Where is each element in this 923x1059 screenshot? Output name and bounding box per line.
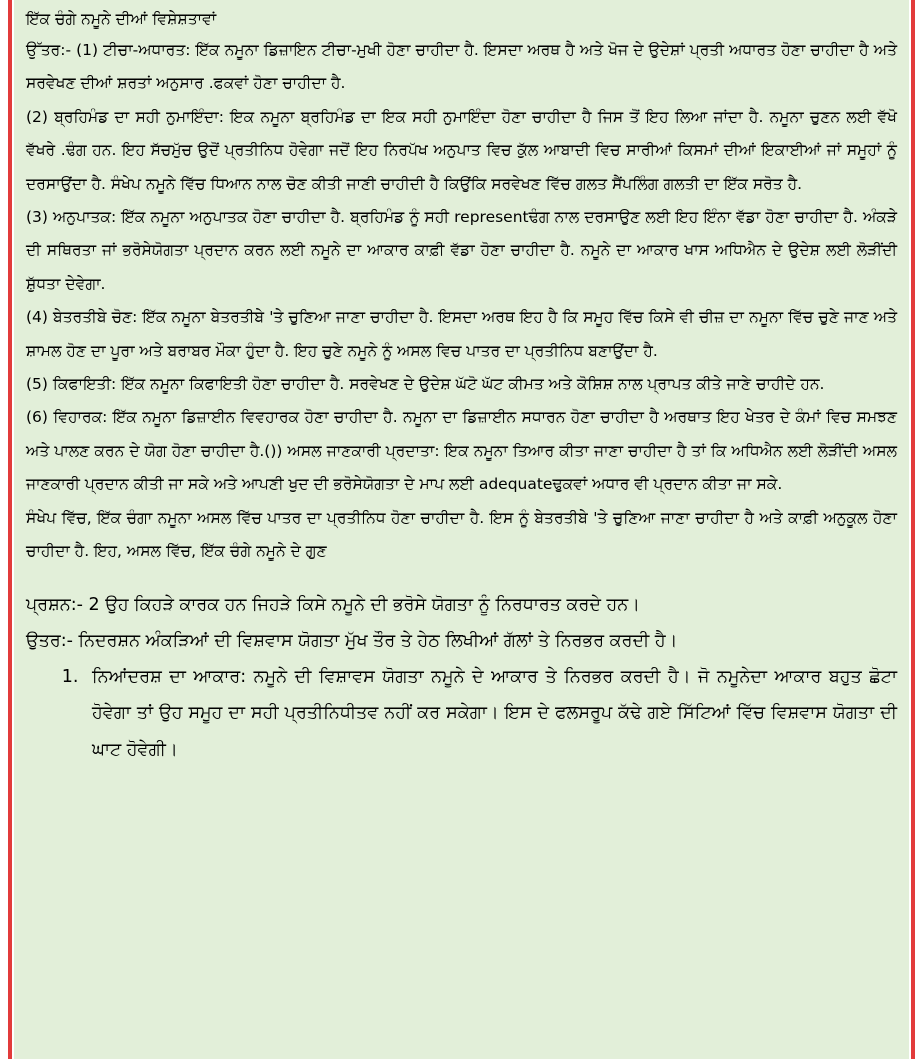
summary-paragraph: ਸੰਖੇਪ ਵਿੱਚ, ਇੱਕ ਚੰਗਾ ਨਮੂਨਾ ਅਸਲ ਵਿੱਚ ਪਾਤਰ ਦਾ ਪ੍ਰਤੀਨਿਧ ਹੋਣਾ ਚਾਹੀਦਾ ਹੈ. ਇਸ ਨੂੰ ਬੇਤਰਤੀਬੇ 'ਤੇ ਚੁਣਿਆ ਜਾਣਾ ਚਾਹੀਦਾ ਹੈ ਅਤੇ ਕਾਫ਼ੀ ਅਨੁਕੂਲ ਹੋਣਾ ਚਾਹੀਦਾ ਹੈ. ਇਹ, ਅਸਲ ਵਿੱਚ, ਇੱਕ ਚੰਗੇ ਨਮੂਨੇ ਦੇ ਗੁਣ — [26, 508, 897, 561]
answer-point-1: ਉੱਤਰ:- (1) ਟੀਚਾ-ਅਧਾਰਤ: ਇੱਕ ਨਮੂਨਾ ਡਿਜ਼ਾਇਨ ਟੀਚਾ-ਮੁਖੀ ਹੋਣਾ ਚਾਹੀਦਾ ਹੈ. ਇਸਦਾ ਅਰਥ ਹੈ ਅਤੇ ਖੋਜ ਦੇ ਉਦੇਸ਼ਾਂ ਪ੍ਰਤੀ ਅਧਾਰਤ ਹੋਣਾ ਚਾਹੀਦਾ ਹੈ ਅਤੇ ਸਰਵੇਖਣ ਦੀਆਂ ਸ਼ਰਤਾਂ ਅਨੁਸਾਰ .ਫਕਵਾਂ ਹੋਣਾ ਚਾਹੀਦਾ ਹੈ. — [26, 41, 897, 93]
answer-point-5: (5) ਕਿਫਾਇਤੀ: ਇੱਕ ਨਮੂਨਾ ਕਿਫਾਇਤੀ ਹੋਣਾ ਚਾਹੀਦਾ ਹੈ. ਸਰਵੇਖਣ ਦੇ ਉਦੇਸ਼ ਘੱਟੋ ਘੱਟ ਕੀਮਤ ਅਤੇ ਕੋਸ਼ਿਸ਼ ਨਾਲ ਪ੍ਰਾਪਤ ਕੀਤੇ ਜਾਣੇ ਚਾਹੀਦੇ ਹਨ. — [26, 375, 825, 394]
answer-point-2: (2) ਬ੍ਰਹਿਮੰਡ ਦਾ ਸਹੀ ਨੁਮਾਇੰਦਾ: ਇਕ ਨਮੂਨਾ ਬ੍ਰਹਿਮੰਡ ਦਾ ਇਕ ਸਹੀ ਨੁਮਾਇੰਦਾ ਹੋਣਾ ਚਾਹੀਦਾ ਹੈ ਜਿਸ ਤੋਂ ਇਹ ਲਿਆ ਜਾਂਦਾ ਹੈ. ਨਮੂਨਾ ਚੁਣਨ ਲਈ ਵੱਖੋ ਵੱਖਰੇ .ਢੰਗ ਹਨ. ਇਹ ਸੱਚਮੁੱਚ ਉਦੋਂ ਪ੍ਰਤੀਨਿਧ ਹੋਵੇਗਾ ਜਦੋਂ ਇਹ ਨਿਰਪੱਖ ਅਨੁਪਾਤ ਵਿਚ ਕੁੱਲ ਆਬਾਦੀ ਵਿਚ ਸਾਰੀਆਂ ਕਿਸਮਾਂ ਦੀਆਂ ਇਕਾਈਆਂ ਜਾਂ ਸਮੂਹਾਂ ਨੂੰ ਦਰਸਾਉਂਦਾ ਹੈ. ਸੰਖੇਪ ਨਮੂਨੇ ਵਿੱਚ ਧਿਆਨ ਨਾਲ ਚੋਣ ਕੀਤੀ ਜਾਣੀ ਚਾਹੀਦੀ ਹੈ ਕਿਉਂਕਿ ਸਰਵੇਖਣ ਵਿੱਚ ਗਲਤ ਸੈਂਪਲਿੰਗ ਗਲਤੀ ਦਾ ਇੱਕ ਸਰੋਤ ਹੈ. — [26, 107, 897, 193]
document-page — [14, 0, 909, 1059]
section-heading: ਇੱਕ ਚੰਗੇ ਨਮੂਨੇ ਦੀਆਂ ਵਿਸ਼ੇਸ਼ਤਾਵਾਂ — [26, 10, 217, 28]
question-2-section — [26, 587, 897, 769]
answer-point-4: (4) ਬੇਤਰਤੀਬੇ ਚੋਣ: ਇੱਕ ਨਮੂਨਾ ਬੇਤਰਤੀਬੇ 'ਤੇ ਚੁਣਿਆ ਜਾਣਾ ਚਾਹੀਦਾ ਹੈ. ਇਸਦਾ ਅਰਥ ਇਹ ਹੈ ਕਿ ਸਮੂਹ ਵਿੱਚ ਕਿਸੇ ਵੀ ਚੀਜ਼ ਦਾ ਨਮੂਨਾ ਵਿੱਚ ਚੁਣੇ ਜਾਣ ਅਤੇ ਸ਼ਾਮਲ ਹੋਣ ਦਾ ਪੂਰਾ ਅਤੇ ਬਰਾਬਰ ਮੌਕਾ ਹੁੰਦਾ ਹੈ. ਇਹ ਚੁਣੇ ਨਮੂਨੇ ਨੂੰ ਅਸਲ ਵਿਚ ਪਾਤਰ ਦਾ ਪ੍ਰਤੀਨਿਧ ਬਣਾਉਂਦਾ ਹੈ. — [26, 308, 897, 360]
answer-point-3: (3) ਅਨੁਪਾਤਕ: ਇੱਕ ਨਮੂਨਾ ਅਨੁਪਾਤਕ ਹੋਣਾ ਚਾਹੀਦਾ ਹੈ. ਬ੍ਰਹਿਮੰਡ ਨੂੰ ਸਹੀ representਢੰਗ ਨਾਲ ਦਰਸਾਉਣ ਲਈ ਇਹ ਇੰਨਾ ਵੱਡਾ ਹੋਣਾ ਚਾਹੀਦਾ ਹੈ. ਅੰਕੜੇ ਦੀ ਸਥਿਰਤਾ ਜਾਂ ਭਰੋਸੇਯੋਗਤਾ ਪ੍ਰਦਾਨ ਕਰਨ ਲਈ ਨਮੂਨੇ ਦਾ ਆਕਾਰ ਕਾਫ਼ੀ ਵੱਡਾ ਹੋਣਾ ਚਾਹੀਦਾ ਹੈ. ਨਮੂਨੇ ਦਾ ਆਕਾਰ ਖਾਸ ਅਧਿਐਨ ਦੇ ਉਦੇਸ਼ ਲਈ ਲੋੜੀਂਦੀ ਸ਼ੁੱਧਤਾ ਦੇਵੇਗਾ. — [26, 208, 897, 293]
answer-point-6: (6) ਵਿਹਾਰਕ: ਇੱਕ ਨਮੂਨਾ ਡਿਜ਼ਾਈਨ ਵਿਵਹਾਰਕ ਹੋਣਾ ਚਾਹੀਦਾ ਹੈ. ਨਮੂਨਾ ਦਾ ਡਿਜ਼ਾਈਨ ਸਧਾਰਨ ਹੋਣਾ ਚਾਹੀਦਾ ਹੈ ਅਰਥਾਤ ਇਹ ਖੇਤਰ ਦੇ ਕੰਮਾਂ ਵਿਚ ਸਮਝਣ ਅਤੇ ਪਾਲਣ ਕਰਨ ਦੇ ਯੋਗ ਹੋਣਾ ਚਾਹੀਦਾ ਹੈ.()) ਅਸਲ ਜਾਣਕਾਰੀ ਪ੍ਰਦਾਤਾ: ਇਕ ਨਮੂਨਾ ਤਿਆਰ ਕੀਤਾ ਜਾਣਾ ਚਾਹੀਦਾ ਹੈ ਤਾਂ ਕਿ ਅਧਿਐਨ ਲਈ ਲੋੜੀਂਦੀ ਅਸਲ ਜਾਣਕਾਰੀ ਪ੍ਰਦਾਨ ਕੀਤੀ ਜਾ ਸਕੇ ਅਤੇ ਆਪਣੀ ਖੁਦ ਦੀ ਭਰੋਸੇਯੋਗਤਾ ਦੇ ਮਾਪ ਲਈ adequateਢੁਕਵਾਂ ਅਧਾਰ ਵੀ ਪ੍ਰਦਾਨ ਕੀਤਾ ਜਾ ਸਕੇ. — [26, 408, 897, 494]
page-border-right — [911, 0, 915, 1059]
list-item: 1. ਨਿਆਂਦਰਸ਼ ਦਾ ਆਕਾਰ: ਨਮੂਨੇ ਦੀ ਵਿਸ਼ਾਵਸ ਯੋਗਤਾ ਨਮੂਨੇ ਦੇ ਆਕਾਰ ਤੇ ਨਿਰਭਰ ਕਰਦੀ ਹੈ। ਜੋ ਨਮੂਨੇਦਾ ਆਕਾਰ ਬਹੁਤ ਛੋਟਾ ਹੋਵੇਗਾ ਤਾਂ ਉਹ ਸਮੂਹ ਦਾ ਸਹੀ ਪ੍ਰਤੀਨਿਧੀਤਵ ਨਹੀਂ ਕਰ ਸਕੇਗਾ। ਇਸ ਦੇ ਫਲਸਰੂਪ ਕੱਢੇ ਗਏ ਸਿੱਟਿਆਂ ਵਿੱਚ ਵਿਸ਼ਵਾਸ ਯੋਗਤਾ ਦੀ ਘਾਟ ਹੋਵੇਗੀ। — [84, 659, 897, 769]
factor-list — [26, 659, 897, 769]
question-2: ਪ੍ਰਸ਼ਨ:- 2 ਉਹ ਕਿਹੜੇ ਕਾਰਕ ਹਨ ਜਿਹੜੇ ਕਿਸੇ ਨਮੂਨੇ ਦੀ ਭਰੋਸੇ ਯੋਗਤਾ ਨੂੰ ਨਿਰਧਾਰਤ ਕਰਦੇ ਹਨ। — [26, 594, 640, 615]
answer-2-intro: ਉਤਰ:- ਨਿਦਰਸ਼ਨ ਅੰਕੜਿਆਂ ਦੀ ਵਿਸ਼ਵਾਸ ਯੋਗਤਾ ਮੁੱਖ ਤੌਰ ਤੇ ਹੇਠ ਲਿਖੀਆਂ ਗੱਲਾਂ ਤੇ ਨਿਰਭਰ ਕਰਦੀ ਹੈ। — [26, 630, 678, 651]
page-border-left — [8, 0, 12, 1059]
